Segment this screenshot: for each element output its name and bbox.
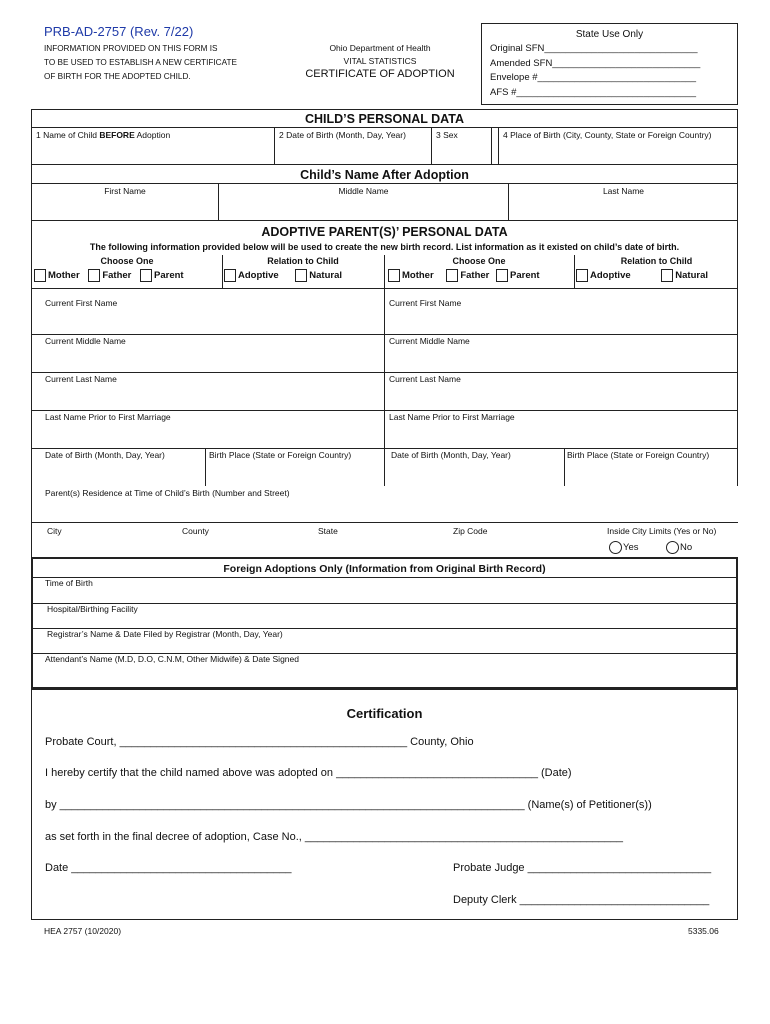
petitioner-line[interactable]: by ____________________________________________________________________________ (Name(s) of Petitioner(s)) <box>45 799 652 811</box>
attendant-field[interactable]: Attendant’s Name (M.D, D.O, C.N.M, Other Midwife) & Date Signed <box>45 654 299 664</box>
right-last-name-prior-field[interactable]: Last Name Prior to First Marriage <box>389 412 515 422</box>
form-notice <box>44 42 264 84</box>
relation-left-label: Relation to Child <box>267 256 339 266</box>
right-adoptive-label: Adoptive <box>590 270 631 282</box>
state-use-title: State Use Only <box>575 29 644 40</box>
right-dob-field[interactable]: Date of Birth (Month, Day, Year) <box>391 450 511 460</box>
residence-zip-field[interactable]: Zip Code <box>453 526 488 536</box>
form-title: CERTIFICATE OF ADOPTION <box>305 68 455 80</box>
left-dob-field[interactable]: Date of Birth (Month, Day, Year) <box>45 450 165 460</box>
right-mother-label: Mother <box>402 270 434 282</box>
left-relation-choices <box>224 269 342 282</box>
left-adoptive-label: Adoptive <box>238 270 279 282</box>
inside-city-no-label: No <box>680 542 693 554</box>
child-name-before-field[interactable] <box>32 127 275 165</box>
department-division: VITAL STATISTICS <box>343 56 417 66</box>
inside-city-limits-label: Inside City Limits (Yes or No) <box>607 526 717 536</box>
child-name-label-bold: BEFORE <box>99 130 135 140</box>
left-adoptive-checkbox[interactable] <box>224 269 236 282</box>
left-father-label: Father <box>102 270 132 282</box>
notice-line-3: OF BIRTH FOR THE ADOPTED CHILD. <box>44 72 191 81</box>
deputy-clerk-line[interactable]: Deputy Clerk _______________________________ <box>453 894 710 906</box>
parents-section-title: ADOPTIVE PARENT(S)’ PERSONAL DATA <box>261 225 508 239</box>
certification-title: Certification <box>346 706 423 721</box>
hospital-field[interactable]: Hospital/Birthing Facility <box>47 604 138 614</box>
notice-line-1: INFORMATION PROVIDED ON THIS FORM IS <box>44 44 218 53</box>
choose-one-left-label: Choose One <box>100 256 154 266</box>
footer-form-number: HEA 2757 (10/2020) <box>44 926 122 936</box>
choose-one-right-label: Choose One <box>452 256 506 266</box>
child-sex-field[interactable]: 3 Sex <box>432 127 492 165</box>
right-mother-checkbox[interactable] <box>388 269 400 282</box>
envelope-field[interactable]: Envelope #______________________________ <box>490 72 697 83</box>
left-parent-checkbox[interactable] <box>140 269 152 282</box>
probate-judge-line[interactable]: Probate Judge ______________________________ <box>453 862 712 874</box>
foreign-adoptions-section <box>31 557 738 689</box>
left-last-name-prior-field[interactable]: Last Name Prior to First Marriage <box>45 412 171 422</box>
child-dob-field[interactable]: 2 Date of Birth (Month, Day, Year) <box>275 127 432 165</box>
child-name-label-end: Adoption <box>134 130 171 140</box>
child-birth-place-field[interactable]: 4 Place of Birth (City, County, State or Foreign Country) <box>498 127 738 165</box>
foreign-section-title: Foreign Adoptions Only (Information from Original Birth Record) <box>223 563 546 575</box>
probate-court-line[interactable]: Probate Court, _______________________________________________ County, Ohio <box>45 736 474 748</box>
left-current-first-name-field[interactable]: Current First Name <box>45 298 118 308</box>
registrar-field[interactable]: Registrar’s Name & Date Filed by Registrar (Month, Day, Year) <box>47 629 283 639</box>
left-natural-checkbox[interactable] <box>295 269 307 282</box>
case-number-line[interactable]: as set forth in the final decree of adoption, Case No., ____________________________________________________ <box>45 831 623 843</box>
child-personal-data-section <box>31 109 738 165</box>
after-middle-name-field[interactable]: Middle Name <box>219 183 509 221</box>
signature-date-line[interactable]: Date ____________________________________ <box>45 862 292 874</box>
child-name-after-section <box>31 164 738 221</box>
after-last-name-field[interactable]: Last Name <box>602 186 645 196</box>
inside-city-yes-radio[interactable] <box>609 541 622 554</box>
parents-subtitle: The following information provided below will be used to create the new birth record. List information as it existed on child’s date of birth. <box>89 242 680 252</box>
right-parent-label: Parent <box>510 270 540 282</box>
inside-city-yes-label: Yes <box>623 542 639 554</box>
residence-street-field[interactable]: Parent(s) Residence at Time of Child’s Birth (Number and Street) <box>45 488 290 498</box>
right-natural-checkbox[interactable] <box>661 269 673 282</box>
right-father-checkbox[interactable] <box>446 269 458 282</box>
left-mother-checkbox[interactable] <box>34 269 46 282</box>
right-relation-choices <box>576 269 708 282</box>
original-sfn-field[interactable]: Original SFN_____________________________ <box>490 43 698 54</box>
right-parent-choices <box>388 269 540 282</box>
child-section-title: CHILD’S PERSONAL DATA <box>304 112 465 126</box>
child-name-label: 1 Name of Child <box>36 130 100 140</box>
name-after-title: Child’s Name After Adoption <box>300 168 469 182</box>
residence-city-field[interactable]: City <box>47 526 62 536</box>
department-name: Ohio Department of Health <box>329 43 431 53</box>
right-current-last-name-field[interactable]: Current Last Name <box>389 374 461 384</box>
after-first-name-field[interactable]: First Name <box>32 183 219 221</box>
relation-right-label: Relation to Child <box>620 256 693 266</box>
amended-sfn-field[interactable]: Amended SFN____________________________ <box>490 57 701 69</box>
left-father-checkbox[interactable] <box>88 269 100 282</box>
left-current-last-name-field[interactable]: Current Last Name <box>45 374 117 384</box>
inside-city-no-radio[interactable] <box>666 541 679 554</box>
residence-state-field[interactable]: State <box>318 526 338 536</box>
right-birth-place-field[interactable]: Birth Place (State or Foreign Country) <box>567 450 710 460</box>
right-current-first-name-field[interactable]: Current First Name <box>389 298 462 308</box>
time-of-birth-field[interactable]: Time of Birth <box>45 578 93 588</box>
left-parent-choices <box>34 269 184 282</box>
adoption-date-line[interactable]: I hereby certify that the child named above was adopted on _________________________________ (Date) <box>45 767 572 779</box>
right-adoptive-checkbox[interactable] <box>576 269 588 282</box>
inside-city-yes-option[interactable] <box>609 541 639 554</box>
right-parent-checkbox[interactable] <box>496 269 508 282</box>
left-parent-label: Parent <box>154 270 184 282</box>
right-father-label: Father <box>460 270 490 282</box>
inside-city-no-option[interactable] <box>666 541 692 554</box>
left-natural-label: Natural <box>309 270 343 282</box>
residence-county-field[interactable]: County <box>182 526 209 536</box>
left-mother-label: Mother <box>48 270 80 282</box>
footer-code: 5335.06 <box>688 926 719 936</box>
afs-field[interactable]: AFS #__________________________________ <box>490 86 697 98</box>
left-birth-place-field[interactable]: Birth Place (State or Foreign Country) <box>209 450 352 460</box>
left-current-middle-name-field[interactable]: Current Middle Name <box>45 336 126 346</box>
right-current-middle-name-field[interactable]: Current Middle Name <box>389 336 470 346</box>
adoptive-parents-section <box>31 220 738 559</box>
state-use-box <box>481 23 738 105</box>
department <box>300 42 460 68</box>
notice-line-2: TO BE USED TO ESTABLISH A NEW CERTIFICATE <box>44 58 237 67</box>
form-id: PRB-AD-2757 (Rev. 7/22) <box>44 24 194 39</box>
right-natural-label: Natural <box>675 270 709 282</box>
